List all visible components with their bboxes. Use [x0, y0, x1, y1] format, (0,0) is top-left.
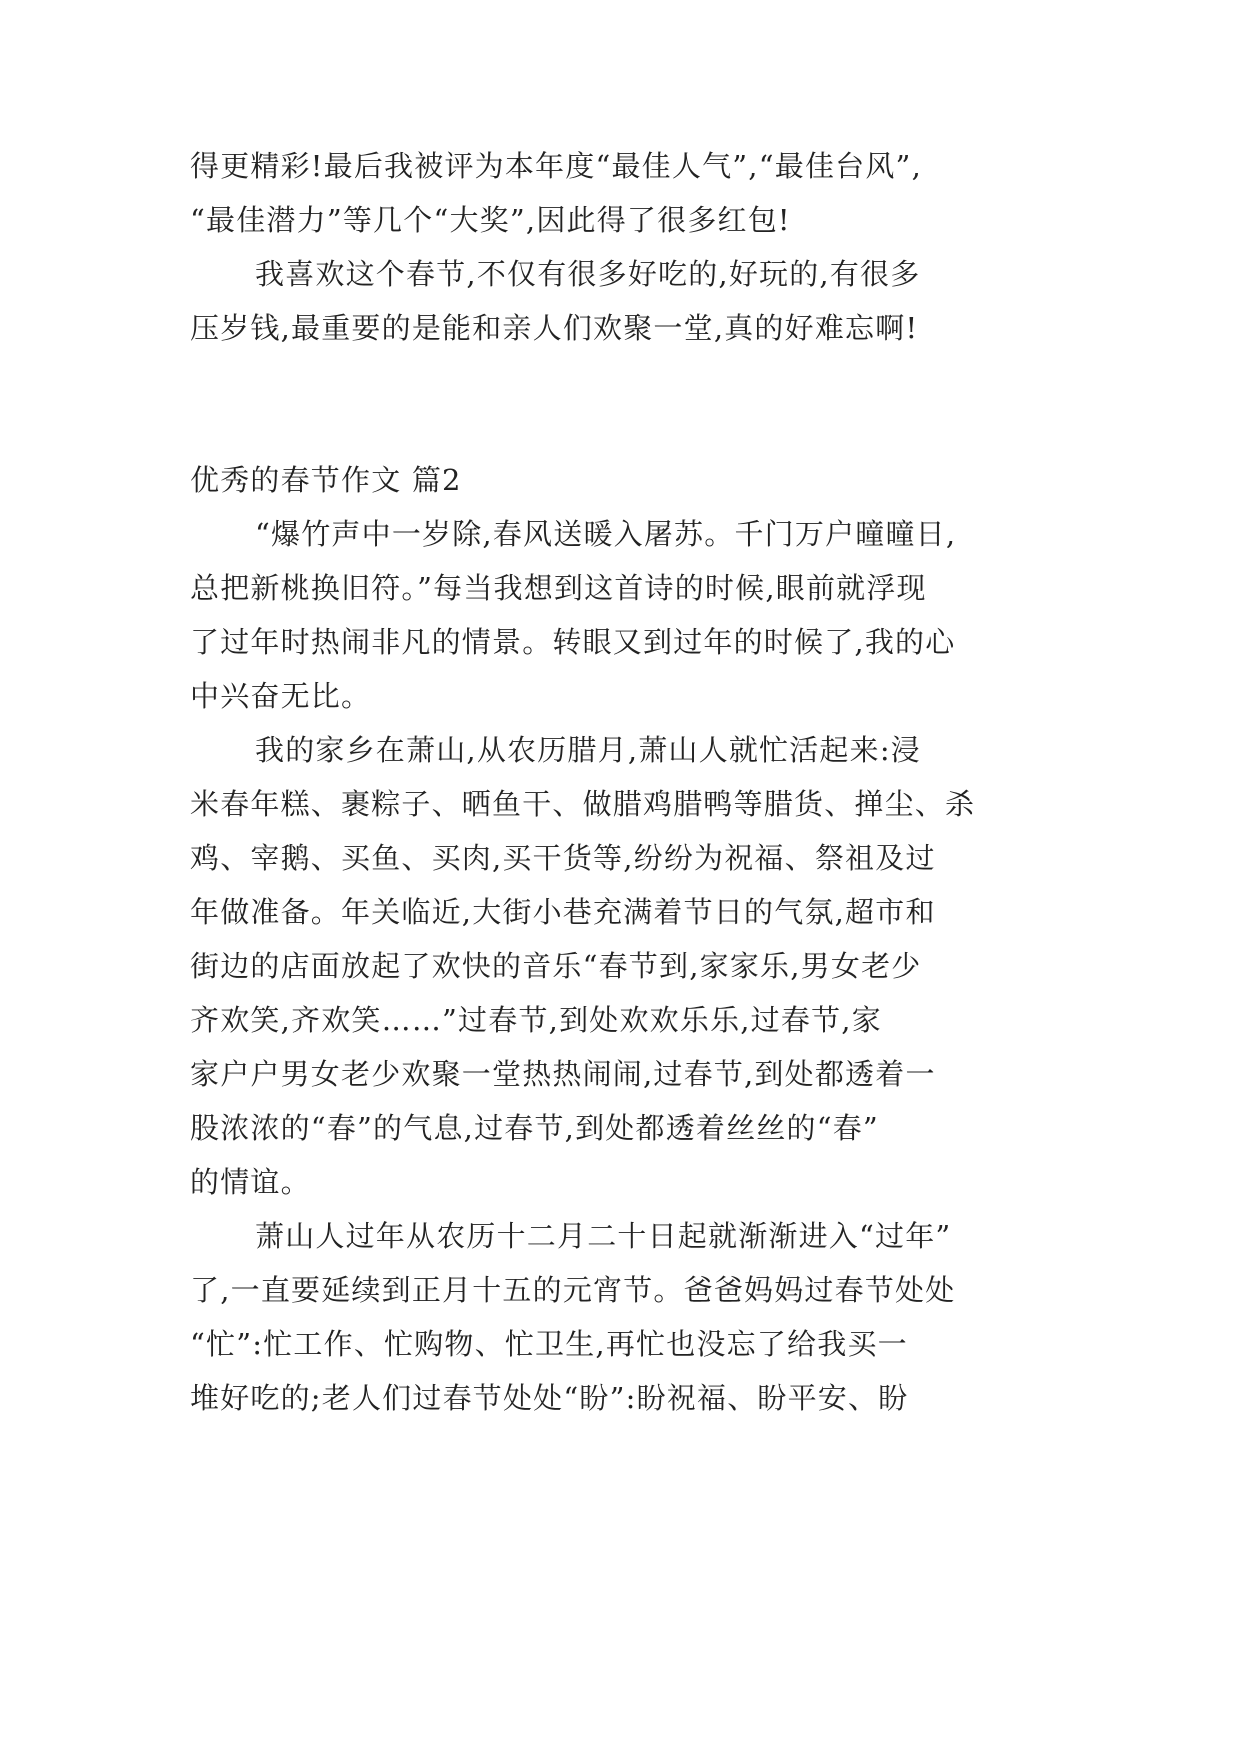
- paragraph-line: 股浓浓的“春”的气息,过春节,到处都透着丝丝的“春”: [190, 1111, 879, 1145]
- paragraph-line: 年做准备。年关临近,大街小巷充满着节日的气氛,超市和: [190, 895, 936, 929]
- paragraph-line: “爆竹声中一岁除,春风送暖入屠苏。千门万户曈曈日,: [255, 517, 957, 551]
- paragraph-line: 我的家乡在萧山,从农历腊月,萧山人就忙活起来:浸: [255, 733, 922, 767]
- paragraph-line: 中兴奋无比。: [190, 679, 372, 713]
- paragraph-line: 米春年糕、裹粽子、晒鱼干、做腊鸡腊鸭等腊货、掸尘、杀: [190, 787, 976, 821]
- article-title: 优秀的春节作文 篇2: [190, 463, 462, 497]
- paragraph-line: “最佳潜力”等几个“大奖”,因此得了很多红包!: [190, 203, 791, 237]
- paragraph-line: 萧山人过年从农历十二月二十日起就渐渐进入“过年”: [255, 1219, 952, 1253]
- paragraph-line: 得更精彩!最后我被评为本年度“最佳人气”,“最佳台风”,: [190, 149, 922, 183]
- paragraph-line: 鸡、宰鹅、买鱼、买肉,买干货等,纷纷为祝福、祭祖及过: [190, 841, 936, 875]
- paragraph-line: 了,一直要延续到正月十五的元宵节。爸爸妈妈过春节处处: [190, 1273, 956, 1307]
- paragraph-line: 的情谊。: [190, 1165, 311, 1199]
- paragraph-line: 街边的店面放起了欢快的音乐“春节到,家家乐,男女老少: [190, 949, 922, 983]
- paragraph-line: 齐欢笑,齐欢笑……”过春节,到处欢欢乐乐,过春节,家: [190, 1003, 882, 1037]
- paragraph-line: 了过年时热闹非凡的情景。转眼又到过年的时候了,我的心: [190, 625, 956, 659]
- paragraph-line: 家户户男女老少欢聚一堂热热闹闹,过春节,到处都透着一: [190, 1057, 936, 1091]
- paragraph-line: 堆好吃的;老人们过春节处处“盼”:盼祝福、盼平安、盼: [190, 1381, 909, 1415]
- paragraph-line: “忙”:忙工作、忙购物、忙卫生,再忙也没忘了给我买一: [190, 1327, 908, 1361]
- paragraph-line: 总把新桃换旧符。”每当我想到这首诗的时候,眼前就浮现: [190, 571, 927, 605]
- paragraph-line: 压岁钱,最重要的是能和亲人们欢聚一堂,真的好难忘啊!: [190, 311, 919, 345]
- paragraph-line: 我喜欢这个春节,不仅有很多好吃的,好玩的,有很多: [255, 257, 921, 291]
